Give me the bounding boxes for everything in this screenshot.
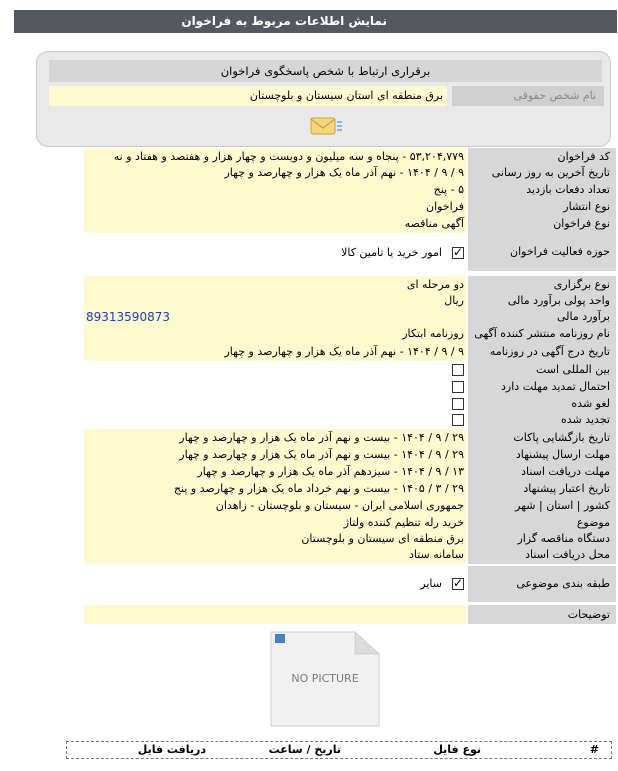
field-value: سایر: [420, 577, 442, 590]
field-value-box: [84, 361, 466, 379]
contact-panel: [36, 51, 611, 147]
field-label: مهلت ارسال پیشنهاد: [468, 446, 616, 464]
col-date-time: تاریخ / ساعت: [268, 743, 341, 756]
field-label: مهلت دریافت اسناد: [468, 463, 616, 481]
field-value: ۲۹ / ۹ / ۱۴۰۴ - بیست و نهم آذر ماه یک هزار و چهارصد و چهار: [84, 446, 466, 464]
international-checkbox[interactable]: [452, 364, 464, 376]
field-value: ۹ / ۹ / ۱۴۰۴ - نهم آذر ماه یک هزار و چهارصد و چهار: [84, 164, 466, 182]
field-label: نوع فراخوان: [468, 215, 616, 233]
field-label: تجدید شده: [468, 411, 616, 429]
field-value: آگهی مناقصه: [84, 215, 466, 233]
field-label: حوزه فعالیت فراخوان: [468, 233, 616, 271]
field-value-box: [84, 411, 466, 429]
field-row-estimate: [84, 308, 616, 326]
field-value: ریال: [84, 292, 466, 310]
field-value: ۹ / ۹ / ۱۴۰۴ - نهم آذر ماه یک هزار و چهارصد و چهار: [84, 343, 466, 361]
renewed-checkbox[interactable]: [452, 414, 464, 426]
field-value-box: [84, 378, 466, 396]
no-picture-text: NO PICTURE: [291, 672, 359, 685]
activity-checkbox[interactable]: [452, 247, 464, 259]
field-value: ۱۳ / ۹ / ۱۴۰۴ - سیزدهم آذر ماه یک هزار و چهارصد و چهار: [84, 463, 466, 481]
org-value: برق منطقه ای استان سیستان و بلوچستان: [49, 86, 447, 106]
field-value: ۵ - پنج: [84, 181, 466, 199]
field-value: [84, 605, 466, 624]
field-value: امور خرید یا تامین کالا: [341, 246, 442, 259]
field-value: برق منطقه ای سیستان و بلوچستان: [84, 530, 466, 548]
contact-title: برقراری ارتباط با شخص پاسخگوی فراخوان: [49, 60, 602, 82]
col-num: #: [589, 743, 599, 756]
field-row-validity: [84, 480, 616, 498]
field-row-extension: [84, 378, 616, 396]
extension-checkbox[interactable]: [452, 381, 464, 393]
field-value: فراخوان: [84, 198, 466, 216]
field-label: تاریخ بازگشایی پاکات: [468, 429, 616, 447]
canceled-checkbox[interactable]: [452, 398, 464, 410]
field-row-publish-type: [84, 198, 616, 216]
page-title: نمایش اطلاعات مربوط به فراخوان: [181, 14, 387, 28]
field-label: محل دریافت اسناد: [468, 546, 616, 564]
field-value: 89313590873: [84, 308, 466, 326]
field-row-submit-deadline: [84, 446, 616, 464]
field-value: جمهوری اسلامی ایران - سیستان و بلوچستان - زاهدان: [84, 497, 466, 515]
field-row-newspaper: [84, 325, 616, 343]
field-label: واحد پولی برآورد مالی: [468, 292, 616, 310]
field-label: نوع برگزاری: [468, 276, 616, 294]
files-table-header: [66, 741, 612, 759]
field-row-visits: [84, 181, 616, 199]
page-header: [14, 10, 617, 33]
field-row-location: [84, 497, 616, 515]
field-label: دستگاه مناقصه گزار: [468, 530, 616, 548]
field-value: سامانه ستاد: [84, 546, 466, 564]
field-row-doc-place: [84, 546, 616, 564]
field-value: ۲۹ / ۹ / ۱۴۰۴ - بیست و نهم آذر ماه یک هزار و چهارصد و چهار: [84, 429, 466, 447]
field-label: تاریخ اعتبار پیشنهاد: [468, 480, 616, 498]
field-value: روزنامه ابتکار: [84, 325, 466, 343]
field-value: دو مرحله ای: [84, 276, 466, 294]
field-row-description: [84, 605, 616, 624]
field-row-tender-type: [84, 215, 616, 233]
field-label: تاریخ آخرین به روز رسانی: [468, 164, 616, 182]
field-label: لغو شده: [468, 395, 616, 413]
field-label: موضوع: [468, 514, 616, 532]
field-value: ۲۹ / ۳ / ۱۴۰۵ - بیست و نهم خرداد ماه یک هزار و چهارصد و پنج: [84, 480, 466, 498]
field-row-renewed: [84, 411, 616, 429]
no-picture-image: [269, 630, 381, 728]
field-label: کشور | استان | شهر: [468, 497, 616, 515]
col-download: دریافت فایل: [137, 743, 206, 756]
field-label: تاریخ درج آگهی در روزنامه: [468, 343, 616, 361]
org-label: نام شخص حقوقی: [452, 86, 604, 106]
field-label: کد فراخوان: [468, 148, 616, 166]
field-row-last-update: [84, 164, 616, 182]
field-value-box: [84, 566, 466, 602]
field-value: ۵۳,۲۰۴,۷۷۹ - پنجاه و سه میلیون و دویست و چهار هزار و هفتصد و هفتاد و نه: [84, 148, 466, 166]
field-row-opening-date: [84, 429, 616, 447]
field-label: احتمال تمدید مهلت دارد: [468, 378, 616, 396]
field-row-activity-scope: [84, 233, 616, 271]
field-label: تعداد دفعات بازدید: [468, 181, 616, 199]
field-value: خرید رله تنظیم کننده ولتاژ: [84, 514, 466, 532]
field-label: نوع انتشار: [468, 198, 616, 216]
mail-icon[interactable]: [309, 113, 343, 137]
field-label: برآورد مالی: [468, 308, 616, 326]
field-label: بین المللی است: [468, 361, 616, 379]
col-file-type: نوع فایل: [433, 743, 481, 756]
field-row-category: [84, 566, 616, 602]
field-label: توضیحات: [468, 605, 616, 624]
field-row-international: [84, 361, 616, 379]
field-row-ad-date: [84, 343, 616, 361]
field-label: طبقه بندی موضوعی: [468, 566, 616, 602]
field-row-doc-deadline: [84, 463, 616, 481]
field-label: نام روزنامه منتشر کننده آگهی: [468, 325, 616, 343]
category-checkbox[interactable]: [452, 578, 464, 590]
